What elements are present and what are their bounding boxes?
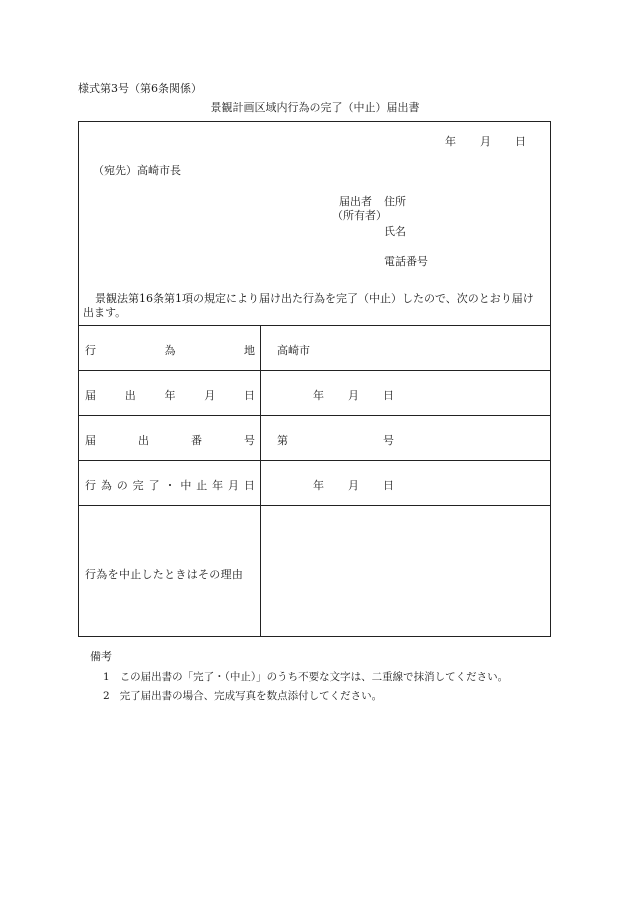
label-filing-number: 届 出 番 号 xyxy=(85,434,255,447)
date-year-label: 年 xyxy=(445,135,456,148)
form-id: 様式第3号（第6条関係） xyxy=(78,82,202,95)
addressee: （宛先）高崎市長 xyxy=(93,164,181,177)
divider xyxy=(79,415,550,416)
label-filing-date: 届 出 年 月 日 xyxy=(85,389,255,402)
note-item xyxy=(103,688,382,703)
name-field-label: 氏名 xyxy=(384,225,406,238)
note-text: 完了届出書の場合、完成写真を数点添付してください。 xyxy=(119,690,383,702)
date-month-label: 月 xyxy=(480,135,491,148)
filing-number-suffix: 号 xyxy=(383,434,394,447)
divider xyxy=(79,505,550,506)
filing-number-prefix: 第 xyxy=(277,434,288,447)
divider xyxy=(79,370,550,371)
notes-heading: 備考 xyxy=(90,650,112,663)
applicant-role: 届出者 xyxy=(339,195,372,208)
column-divider xyxy=(260,325,261,636)
filing-date-month: 月 xyxy=(348,389,359,402)
phone-field-label: 電話番号 xyxy=(384,255,428,268)
filing-date-year: 年 xyxy=(313,389,324,402)
label-completion-date: 行 為 の 完 了 ・ 中 止 年 月 日 xyxy=(85,479,255,492)
completion-date-month: 月 xyxy=(348,479,359,492)
form-frame xyxy=(78,121,551,637)
note-item xyxy=(103,669,508,684)
filing-date-day: 日 xyxy=(383,389,394,402)
label-cancellation-reason: 行為を中止したときはその理由 xyxy=(85,568,244,581)
value-action-site: 高崎市 xyxy=(277,344,310,357)
completion-date-day: 日 xyxy=(383,479,394,492)
applicant-role-sub: （所有者） xyxy=(332,209,387,222)
completion-date-year: 年 xyxy=(313,479,324,492)
note-number: 1 xyxy=(103,671,110,683)
divider xyxy=(79,460,550,461)
document-title: 景観計画区域内行為の完了（中止）届出書 xyxy=(210,101,420,114)
statement-line-1: 景観法第16条第1項の規定により届け出た行為を完了（中止）したので、次のとおり届け xyxy=(95,292,534,305)
date-day-label: 日 xyxy=(515,135,526,148)
divider xyxy=(79,325,550,326)
note-number: 2 xyxy=(103,690,110,702)
address-field-label: 住所 xyxy=(384,195,406,208)
statement-line-2: 出ます。 xyxy=(83,306,127,319)
label-action-site: 行 為 地 xyxy=(85,344,255,357)
note-text: この届出書の「完了・（中止）」のうち不要な文字は、二重線で抹消してください。 xyxy=(119,671,509,683)
